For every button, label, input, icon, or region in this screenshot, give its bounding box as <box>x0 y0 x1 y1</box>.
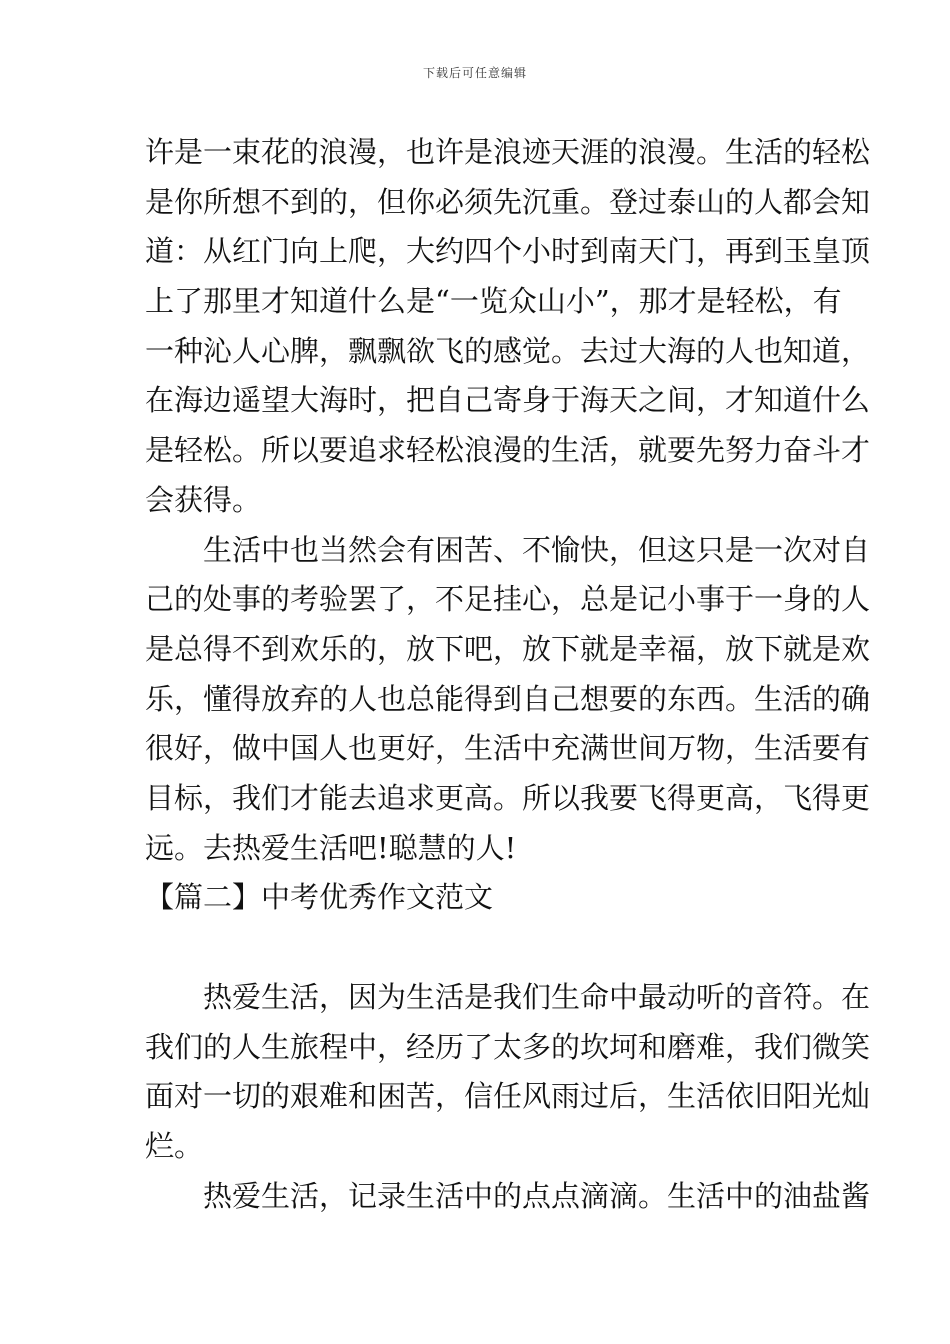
text-line: 是总得不到欢乐的，放下吧，放下就是幸福，放下就是欢 <box>145 631 871 666</box>
text-line: 我们的人生旅程中，经历了太多的坎坷和磨难，我们微笑 <box>145 1029 871 1064</box>
text-line: 热爱生活，因为生活是我们生命中最动听的音符。在 <box>145 980 871 1015</box>
text-line: 乐，懂得放弃的人也总能得到自己想要的东西。生活的确 <box>145 681 871 716</box>
paragraph-1 <box>145 128 871 526</box>
text-line: 是你所想不到的，但你必须先沉重。登过泰山的人都会知 <box>145 184 871 219</box>
text-line: 上了那里才知道什么是“一览众山小”，那才是轻松，有 <box>145 284 842 319</box>
text-line: 很好，做中国人也更好，生活中充满世间万物，生活要有 <box>145 731 871 766</box>
document-body <box>145 128 871 1221</box>
text-line: 一种沁人心脾，飘飘欲飞的感觉。去过大海的人也知道， <box>145 333 871 368</box>
text-line: 烂。 <box>145 1129 204 1164</box>
paragraph-3 <box>145 973 871 1172</box>
text-line: 道：从红门向上爬，大约四个小时到南天门，再到玉皇顶 <box>145 234 871 269</box>
text-line: 目标，我们才能去追求更高。所以我要飞得更高，飞得更 <box>145 780 871 815</box>
text-line: 许是一束花的浪漫，也许是浪迹天涯的浪漫。生活的轻松 <box>145 135 871 169</box>
text-line: 己的处事的考验罢了，不足挂心，总是记小事于一身的人 <box>145 582 871 617</box>
paragraph-4 <box>145 1172 871 1222</box>
text-line: 热爱生活，记录生活中的点点滴滴。生活中的油盐酱 <box>145 1178 871 1213</box>
text-line: 会获得。 <box>145 482 262 517</box>
text-line: 是轻松。所以要追求轻松浪漫的生活，就要先努力奋斗才 <box>145 433 871 468</box>
text-line: 在海边遥望大海时，把自己寄身于海天之间，才知道什么 <box>145 383 871 418</box>
page-header: 下载后可任意编辑 <box>422 66 527 80</box>
spacer <box>145 923 808 973</box>
section-heading: 【篇二】中考优秀作文范文 <box>145 880 494 915</box>
text-line: 远。去热爱生活吧!聪慧的人! <box>145 830 517 865</box>
text-line: 生活中也当然会有困苦、不愉快，但这只是一次对自 <box>145 532 871 567</box>
paragraph-2 <box>145 526 871 874</box>
text-line: 面对一切的艰难和困苦，信任风雨过后，生活依旧阳光灿 <box>145 1079 871 1114</box>
